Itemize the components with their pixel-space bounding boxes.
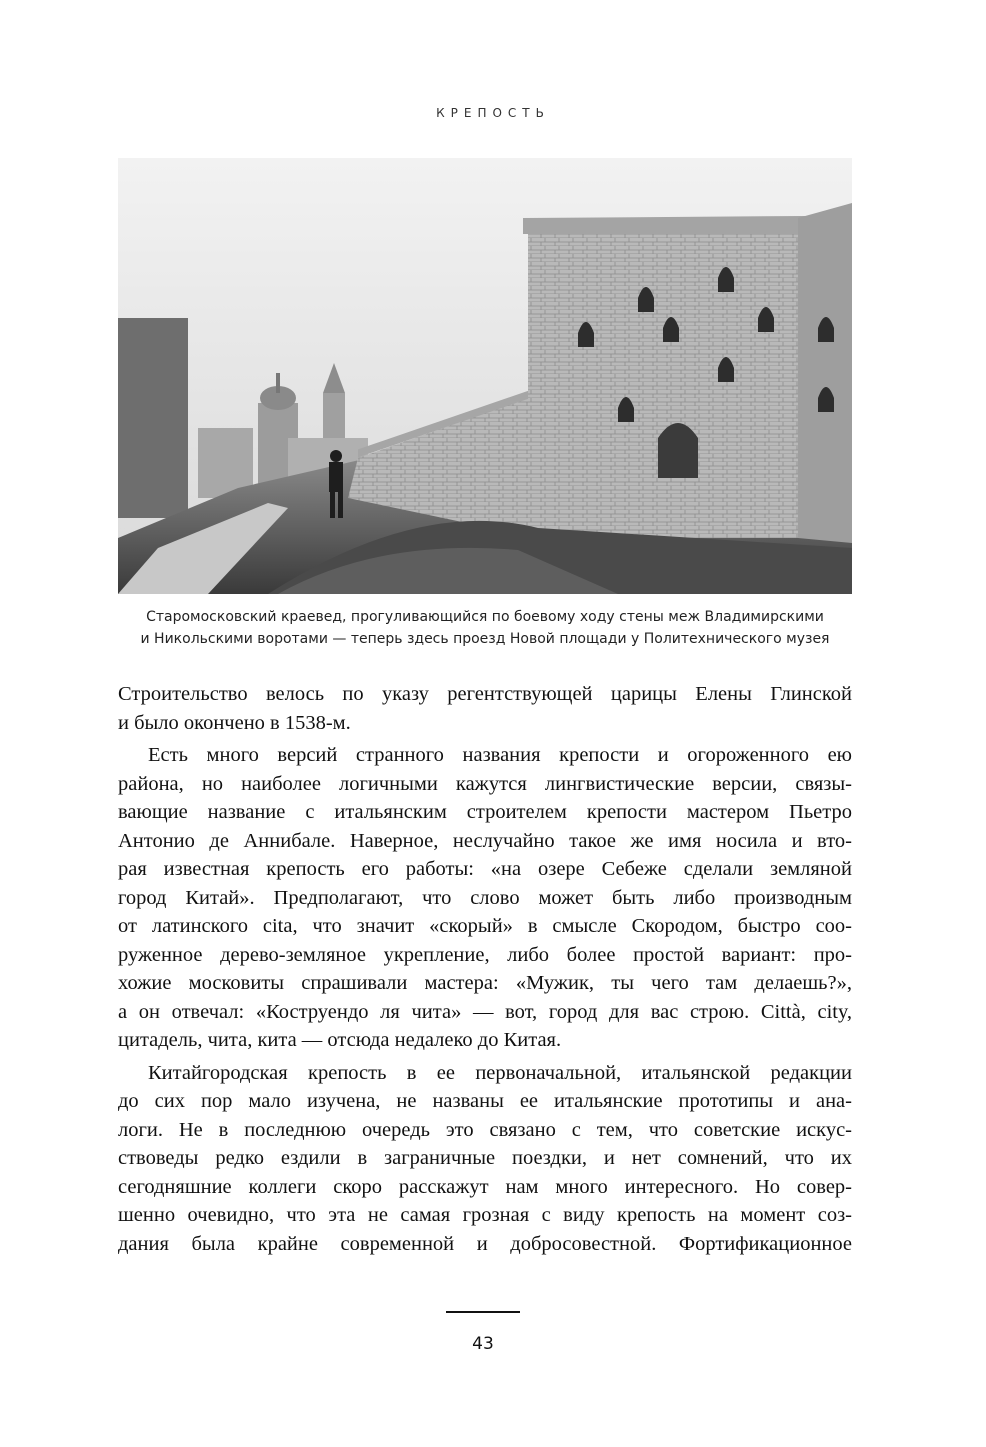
text-line: до сих пор мало изучена, не названы ее итальянские прототипы и ана- xyxy=(118,1090,852,1112)
text-line: Китайгородская крепость в ее первоначальной, итальянской редакции xyxy=(148,1061,852,1084)
text-line: Антонио де Аннибале. Наверное, неслучайно такое же имя носила и вто- xyxy=(118,829,852,852)
text-line: района, но наиболее логичными кажутся лингвистические версии, связы- xyxy=(118,772,852,795)
running-head: КРЕПОСТЬ xyxy=(436,106,550,120)
text-line: город Китай». Предполагают, что слово может быть либо производным xyxy=(118,886,852,909)
paragraph xyxy=(118,741,852,1055)
fortress-tower xyxy=(523,203,852,543)
body-text xyxy=(118,680,852,1262)
paragraph xyxy=(118,1059,852,1259)
text-line: дания была крайне современной и добросовестной. Фортификационное xyxy=(118,1232,852,1255)
photo-caption xyxy=(110,606,860,650)
caption-line: Старомосковский краевед, прогуливающийся по боевому ходу стены меж Владимирскими xyxy=(146,609,824,625)
text-line: Строительство велось по указу регентствующей царицы Елены Глинской xyxy=(118,683,852,705)
page-number: 43 xyxy=(472,1334,494,1354)
text-line: руженное дерево-земляное укрепление, либо более простой вариант: про- xyxy=(118,943,852,966)
text-line: рая известная крепость его работы: «на озере Себеже сделали земляной xyxy=(118,858,852,880)
text-line: сегодняшние коллеги скоро расскажут нам много интересного. Но совер- xyxy=(118,1175,852,1198)
text-line: логи. Не в последнюю очередь это связано с тем, что советские искус- xyxy=(118,1118,852,1141)
text-line: Есть много версий странного названия крепости и огороженного ею xyxy=(148,744,852,766)
text-line: и было окончено в 1538-м. xyxy=(118,711,351,734)
paragraph xyxy=(118,680,852,737)
text-line: ствоведы редко ездили в заграничные поездки, и нет сомнений, что их xyxy=(118,1147,852,1169)
text-line: от латинского cita, что значит «скорый» в смысле Скородом, быстро соо- xyxy=(118,915,852,937)
photograph xyxy=(118,158,852,594)
text-line: цитадель, чита, кита — отсюда недалеко до Китая. xyxy=(118,1029,562,1051)
text-line: хожие московиты спрашивали мастера: «Мужик, ты чего там делаешь?», xyxy=(118,972,852,994)
fortress-photo-illustration xyxy=(118,158,852,594)
caption-line: и Никольскими воротами — теперь здесь проезд Новой площади у Политехнического музея xyxy=(140,631,830,647)
text-line: шенно очевидно, что эта не самая грозная с виду крепость на момент соз- xyxy=(118,1204,852,1226)
footer-rule xyxy=(446,1311,520,1313)
text-line: а он отвечал: «Коструендо ля чита» — вот, город для вас строю. Città, city, xyxy=(118,1000,852,1023)
text-line: вающие название с итальянским строителем крепости мастером Пьетро xyxy=(118,801,852,823)
